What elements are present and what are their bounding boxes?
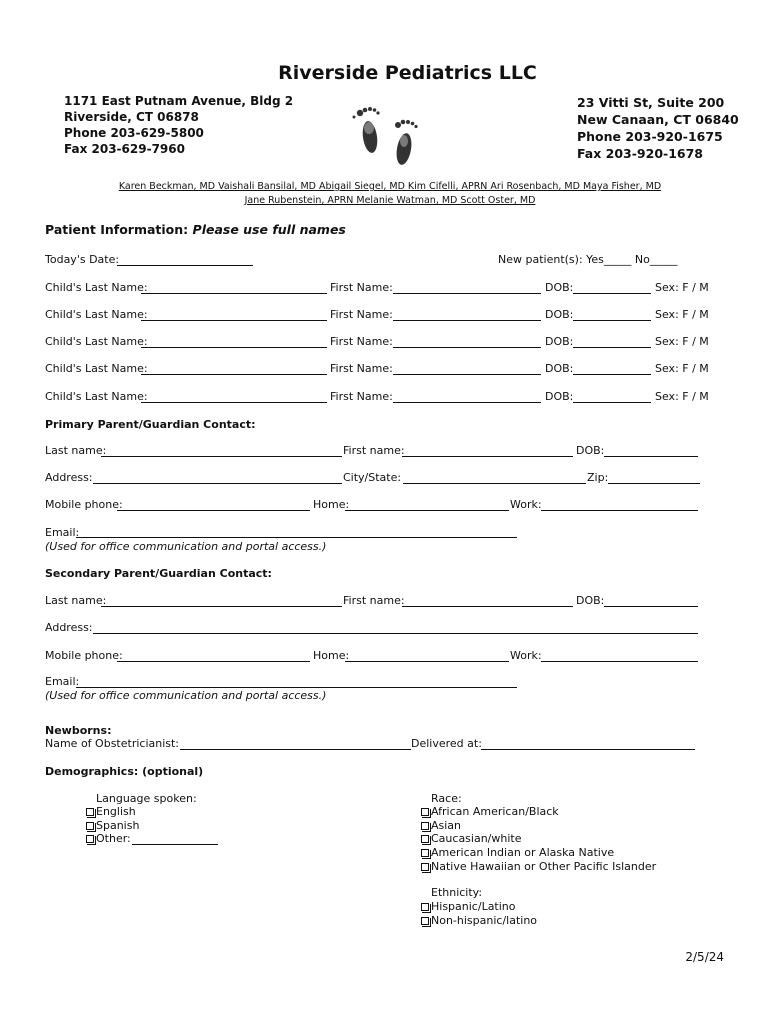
language-label: Language spoken:: [96, 792, 197, 805]
primary-city-state-field[interactable]: [403, 483, 586, 484]
child-1-sex-selector[interactable]: Sex: F / M: [655, 281, 709, 294]
secondary-email-label: Email:: [45, 675, 80, 688]
primary-city-state-label: City/State:: [343, 471, 402, 484]
option-label: Caucasian/white: [431, 832, 522, 845]
child-2-last-name-field[interactable]: [141, 320, 327, 321]
option-label: American Indian or Alaska Native: [431, 846, 615, 859]
child-2-last-name-label: Child's Last Name:: [45, 308, 148, 321]
primary-dob-label: DOB:: [576, 444, 605, 457]
checkbox-icon: [421, 903, 429, 911]
primary-email-note: (Used for office communication and portal access.): [45, 540, 327, 553]
primary-mobile-field[interactable]: [117, 510, 310, 511]
child-5-first-name-field[interactable]: [393, 402, 541, 403]
primary-home-label: Home:: [313, 498, 350, 511]
newborns-title: Newborns:: [45, 724, 112, 737]
secondary-mobile-label: Mobile phone:: [45, 649, 123, 662]
child-3-last-name-label: Child's Last Name:: [45, 335, 148, 348]
option-label: African American/Black: [431, 805, 559, 818]
secondary-dob-field[interactable]: [604, 606, 698, 607]
left-address-phone: Phone 203-629-5800: [64, 126, 204, 140]
option-label: Non-hispanic/latino: [431, 914, 538, 927]
child-5-first-name-label: First Name:: [330, 390, 393, 403]
option-label: Spanish: [96, 819, 140, 832]
ethnicity-label: Ethnicity:: [431, 886, 483, 899]
language-option-spanish[interactable]: [86, 819, 139, 832]
patient-info-label: Patient Information:: [45, 222, 193, 237]
obstetrician-field[interactable]: [180, 749, 411, 750]
primary-email-field[interactable]: [76, 537, 517, 538]
primary-work-label: Work:: [510, 498, 542, 511]
secondary-last-name-field[interactable]: [101, 606, 342, 607]
child-3-last-name-field[interactable]: [141, 347, 327, 348]
todays-date-label: Today's Date:: [45, 253, 120, 266]
patient-info-note: Please use full names: [192, 222, 346, 237]
race-option-american-indian[interactable]: [421, 846, 614, 859]
secondary-address-label: Address:: [45, 621, 93, 634]
secondary-home-label: Home:: [313, 649, 350, 662]
checkbox-icon: [421, 849, 429, 857]
child-1-first-name-label: First Name:: [330, 281, 393, 294]
child-2-first-name-field[interactable]: [393, 320, 541, 321]
secondary-last-name-label: Last name:: [45, 594, 107, 607]
child-4-last-name-field[interactable]: [141, 374, 327, 375]
option-label: Native Hawaiian or Other Pacific Islander: [431, 860, 657, 873]
secondary-first-name-field[interactable]: [402, 606, 573, 607]
provider-list-line-1: Karen Beckman, MD Vaishali Bansilal, MD Abigail Siegel, MD Kim Cifelli, APRN Ari Rosenbach, MD Maya Fisher, MD: [118, 181, 662, 192]
right-address-street: 23 Vitti St, Suite 200: [577, 95, 725, 110]
secondary-email-field[interactable]: [76, 687, 517, 688]
primary-zip-field[interactable]: [608, 483, 700, 484]
child-4-first-name-label: First Name:: [330, 362, 393, 375]
secondary-work-label: Work:: [510, 649, 542, 662]
secondary-contact-title: Secondary Parent/Guardian Contact:: [45, 567, 272, 580]
secondary-email-note: (Used for office communication and portal access.): [45, 689, 327, 702]
practice-name: Riverside Pediatrics LLC: [278, 62, 537, 84]
child-5-last-name-field[interactable]: [141, 402, 327, 403]
left-address-street: 1171 East Putnam Avenue, Bldg 2: [64, 94, 294, 108]
child-4-dob-label: DOB:: [545, 362, 574, 375]
child-4-first-name-field[interactable]: [393, 374, 541, 375]
secondary-address-field[interactable]: [93, 633, 698, 634]
patient-info-title: [45, 222, 346, 237]
checkbox-icon: [421, 808, 429, 816]
todays-date-field[interactable]: [117, 265, 253, 266]
secondary-home-field[interactable]: [345, 661, 509, 662]
primary-last-name-label: Last name:: [45, 444, 107, 457]
checkbox-icon: [421, 822, 429, 830]
primary-home-field[interactable]: [345, 510, 509, 511]
child-2-sex-selector[interactable]: Sex: F / M: [655, 308, 709, 321]
primary-address-label: Address:: [45, 471, 93, 484]
checkbox-icon: [421, 917, 429, 925]
primary-contact-title: Primary Parent/Guardian Contact:: [45, 418, 256, 431]
option-label: Hispanic/Latino: [431, 900, 516, 913]
demographics-title: Demographics: (optional): [45, 765, 204, 778]
secondary-work-field[interactable]: [541, 661, 698, 662]
primary-first-name-field[interactable]: [402, 456, 573, 457]
child-4-last-name-label: Child's Last Name:: [45, 362, 148, 375]
footprints-icon: [348, 95, 428, 175]
ethnicity-option-non-hispanic[interactable]: [421, 914, 537, 927]
child-4-dob-field[interactable]: [573, 374, 651, 375]
child-5-last-name-label: Child's Last Name:: [45, 390, 148, 403]
right-address-city: New Canaan, CT 06840: [577, 112, 739, 127]
race-label: Race:: [431, 792, 462, 805]
checkbox-icon: [421, 835, 429, 843]
ethnicity-option-hispanic[interactable]: [421, 900, 516, 913]
form-date: 2/5/24: [685, 950, 724, 964]
provider-list-line-2: Jane Rubenstein, APRN Melanie Watman, MD Scott Oster, MD: [244, 195, 536, 206]
option-label: English: [96, 805, 136, 818]
language-option-other[interactable]: [86, 832, 131, 845]
child-2-dob-label: DOB:: [545, 308, 574, 321]
child-2-dob-field[interactable]: [573, 320, 651, 321]
option-label: Asian: [431, 819, 462, 832]
primary-first-name-label: First name:: [343, 444, 405, 457]
child-1-last-name-label: Child's Last Name:: [45, 281, 148, 294]
primary-mobile-label: Mobile phone:: [45, 498, 123, 511]
checkbox-icon: [86, 835, 94, 843]
child-1-dob-label: DOB:: [545, 281, 574, 294]
obstetrician-label: Name of Obstetricianist:: [45, 737, 180, 750]
secondary-dob-label: DOB:: [576, 594, 605, 607]
left-office-address: [64, 93, 293, 157]
primary-address-field[interactable]: [93, 483, 342, 484]
checkbox-icon: [86, 822, 94, 830]
right-address-fax: Fax 203-920-1678: [577, 146, 704, 161]
left-address-fax: Fax 203-629-7960: [64, 142, 185, 156]
child-5-dob-label: DOB:: [545, 390, 574, 403]
delivered-at-label: Delivered at:: [411, 737, 482, 750]
right-address-phone: Phone 203-920-1675: [577, 129, 723, 144]
primary-dob-field[interactable]: [604, 456, 698, 457]
left-address-city: Riverside, CT 06878: [64, 110, 199, 124]
child-3-first-name-label: First Name:: [330, 335, 393, 348]
race-option-caucasian[interactable]: [421, 832, 522, 845]
race-option-native-hawaiian[interactable]: [421, 860, 656, 873]
child-2-first-name-label: First Name:: [330, 308, 393, 321]
child-3-first-name-field[interactable]: [393, 347, 541, 348]
option-label: Other:: [96, 832, 131, 845]
right-office-address: [577, 94, 739, 162]
race-option-african-american[interactable]: [421, 805, 559, 818]
primary-work-field[interactable]: [541, 510, 698, 511]
child-3-dob-field[interactable]: [573, 347, 651, 348]
checkbox-icon: [86, 808, 94, 816]
language-option-english[interactable]: [86, 805, 136, 818]
child-3-sex-selector[interactable]: Sex: F / M: [655, 335, 709, 348]
delivered-at-field[interactable]: [481, 749, 695, 750]
secondary-first-name-label: First name:: [343, 594, 405, 607]
child-5-sex-selector[interactable]: Sex: F / M: [655, 390, 709, 403]
child-4-sex-selector[interactable]: Sex: F / M: [655, 362, 709, 375]
race-option-asian[interactable]: [421, 819, 461, 832]
primary-zip-label: Zip:: [587, 471, 609, 484]
child-3-dob-label: DOB:: [545, 335, 574, 348]
child-1-first-name-field[interactable]: [393, 293, 541, 294]
child-5-dob-field[interactable]: [573, 402, 651, 403]
primary-last-name-field[interactable]: [101, 456, 342, 457]
primary-email-label: Email:: [45, 526, 80, 539]
language-other-field[interactable]: [132, 844, 218, 845]
new-patient-field[interactable]: New patient(s): Yes_____ No_____: [498, 253, 678, 266]
secondary-mobile-field[interactable]: [117, 661, 310, 662]
child-1-last-name-field[interactable]: [141, 293, 327, 294]
checkbox-icon: [421, 863, 429, 871]
child-1-dob-field[interactable]: [573, 293, 651, 294]
